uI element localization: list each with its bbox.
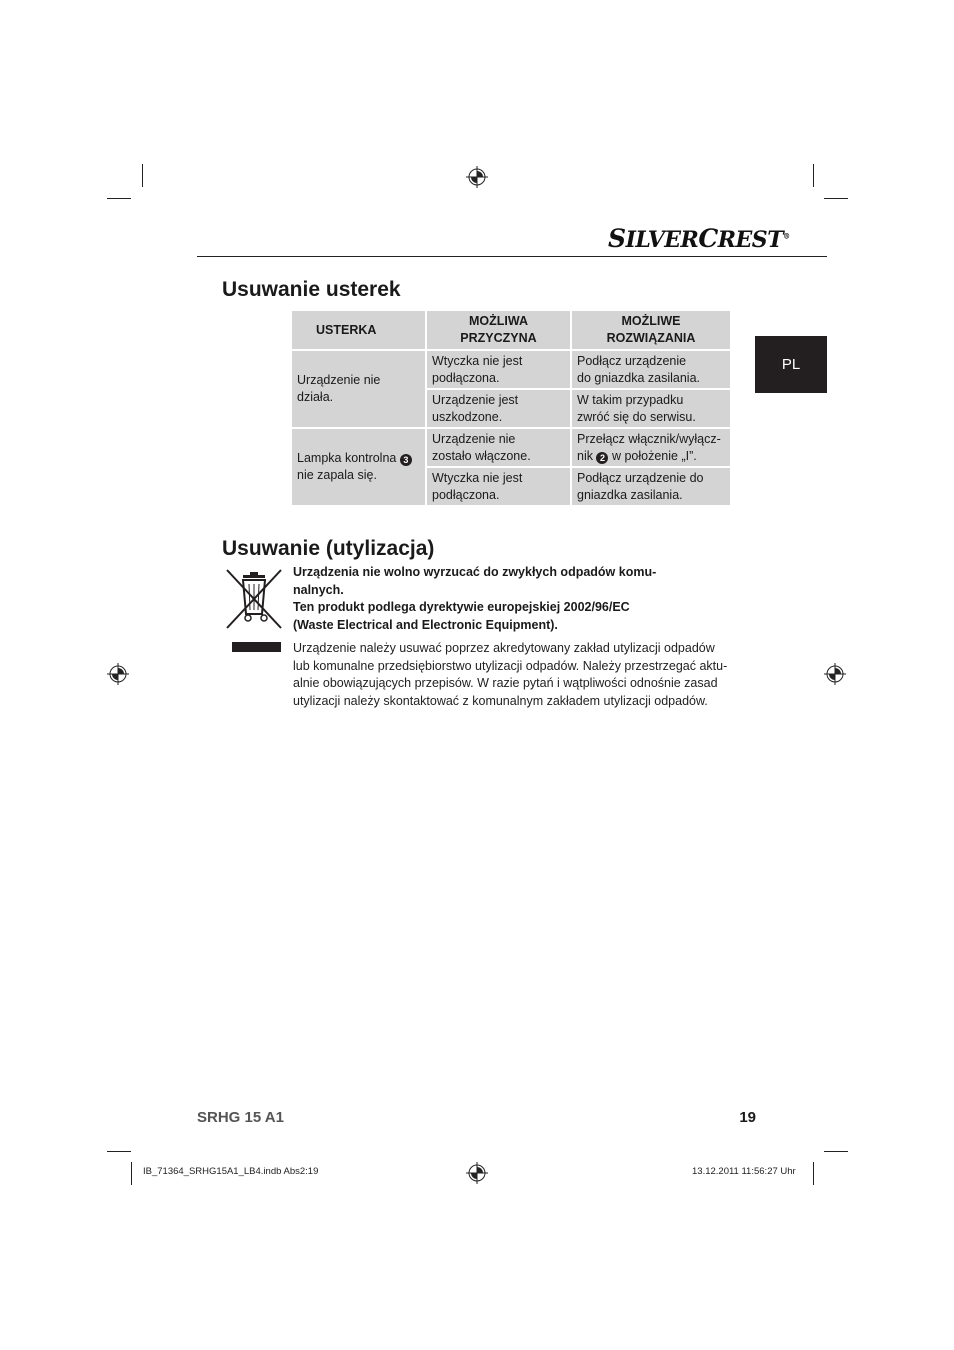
cause-cell: Urządzenie nie zostało włączone. [426, 428, 571, 467]
registration-mark-icon [824, 663, 846, 685]
reference-number-badge: 2 [596, 452, 608, 464]
registration-mark-icon [466, 166, 488, 188]
solution-cell: Podłącz urządzenie do gniazdka zasilania. [571, 467, 731, 506]
crop-mark [813, 164, 814, 187]
registration-mark-icon [107, 663, 129, 685]
print-slug-file: IB_71364_SRHG15A1_LB4.indb Abs2:19 [143, 1166, 319, 1177]
disposal-instructions: Urządzenie należy usuwać poprzez akredytowany zakład utylizacji odpadów lub komunalne przedsiębiorstwo utylizacji odpadów. Należy przestrzegać aktu- alnie obowiązujących przepisów. W razie pytań i wątpliwości odnośnie zasad utylizacji należy skontaktować z komunalnym zakładem utylizacji odpadów. [293, 641, 728, 708]
bin-underline-bar [232, 642, 281, 652]
crop-mark [107, 1151, 131, 1152]
crop-mark [824, 198, 848, 199]
table-row [291, 428, 731, 467]
cause-cell: Urządzenie jest uszkodzone. [426, 389, 571, 428]
troubleshooting-table [290, 309, 732, 507]
header-fault: USTERKA [291, 310, 426, 350]
fault-cell: Lampka kontrolna 3 nie zapala się. [291, 428, 426, 506]
reference-number-badge: 3 [400, 454, 412, 466]
registration-mark-icon [466, 1162, 488, 1184]
header-solution: MOŻLIWE ROZWIĄZANIA [571, 310, 731, 350]
footer-model-number: SRHG 15 A1 [197, 1109, 284, 1126]
header-rule [197, 256, 827, 257]
crop-mark [813, 1162, 814, 1185]
section-title-troubleshooting: Usuwanie usterek [222, 278, 401, 301]
brand-logo: SILVERCREST® [608, 224, 790, 253]
solution-cell: Podłącz urządzenie do gniazdka zasilania. [571, 350, 731, 389]
header-cause: MOŻLIWA PRZYCZYNA [426, 310, 571, 350]
print-slug-date: 13.12.2011 11:56:27 Uhr [692, 1166, 796, 1177]
table-row [291, 350, 731, 389]
disposal-warning: Urządzenia nie wolno wyrzucać do zwykłych odpadów komu- nalnych. Ten produkt podlega dyrektywie europejskiej 2002/96/EC (Waste Electrical and Electronic Equipment). [293, 565, 657, 632]
section-title-disposal: Usuwanie (utylizacja) [222, 537, 435, 560]
fault-cell: Urządzenie nie działa. [291, 350, 426, 428]
crop-mark [142, 164, 143, 187]
language-tab: PL [755, 336, 827, 393]
solution-cell: W takim przypadku zwróć się do serwisu. [571, 389, 731, 428]
cause-cell: Wtyczka nie jest podłączona. [426, 350, 571, 389]
crop-mark [824, 1151, 848, 1152]
solution-cell: Przełącz włącznik/wyłącz- nik 2 w położenie „I”. [571, 428, 731, 467]
cause-cell: Wtyczka nie jest podłączona. [426, 467, 571, 506]
table-header-row [291, 310, 731, 350]
crossed-out-wheelie-bin-icon [224, 568, 284, 630]
crop-mark [131, 1162, 132, 1185]
page-number: 19 [739, 1109, 756, 1126]
crop-mark [107, 198, 131, 199]
